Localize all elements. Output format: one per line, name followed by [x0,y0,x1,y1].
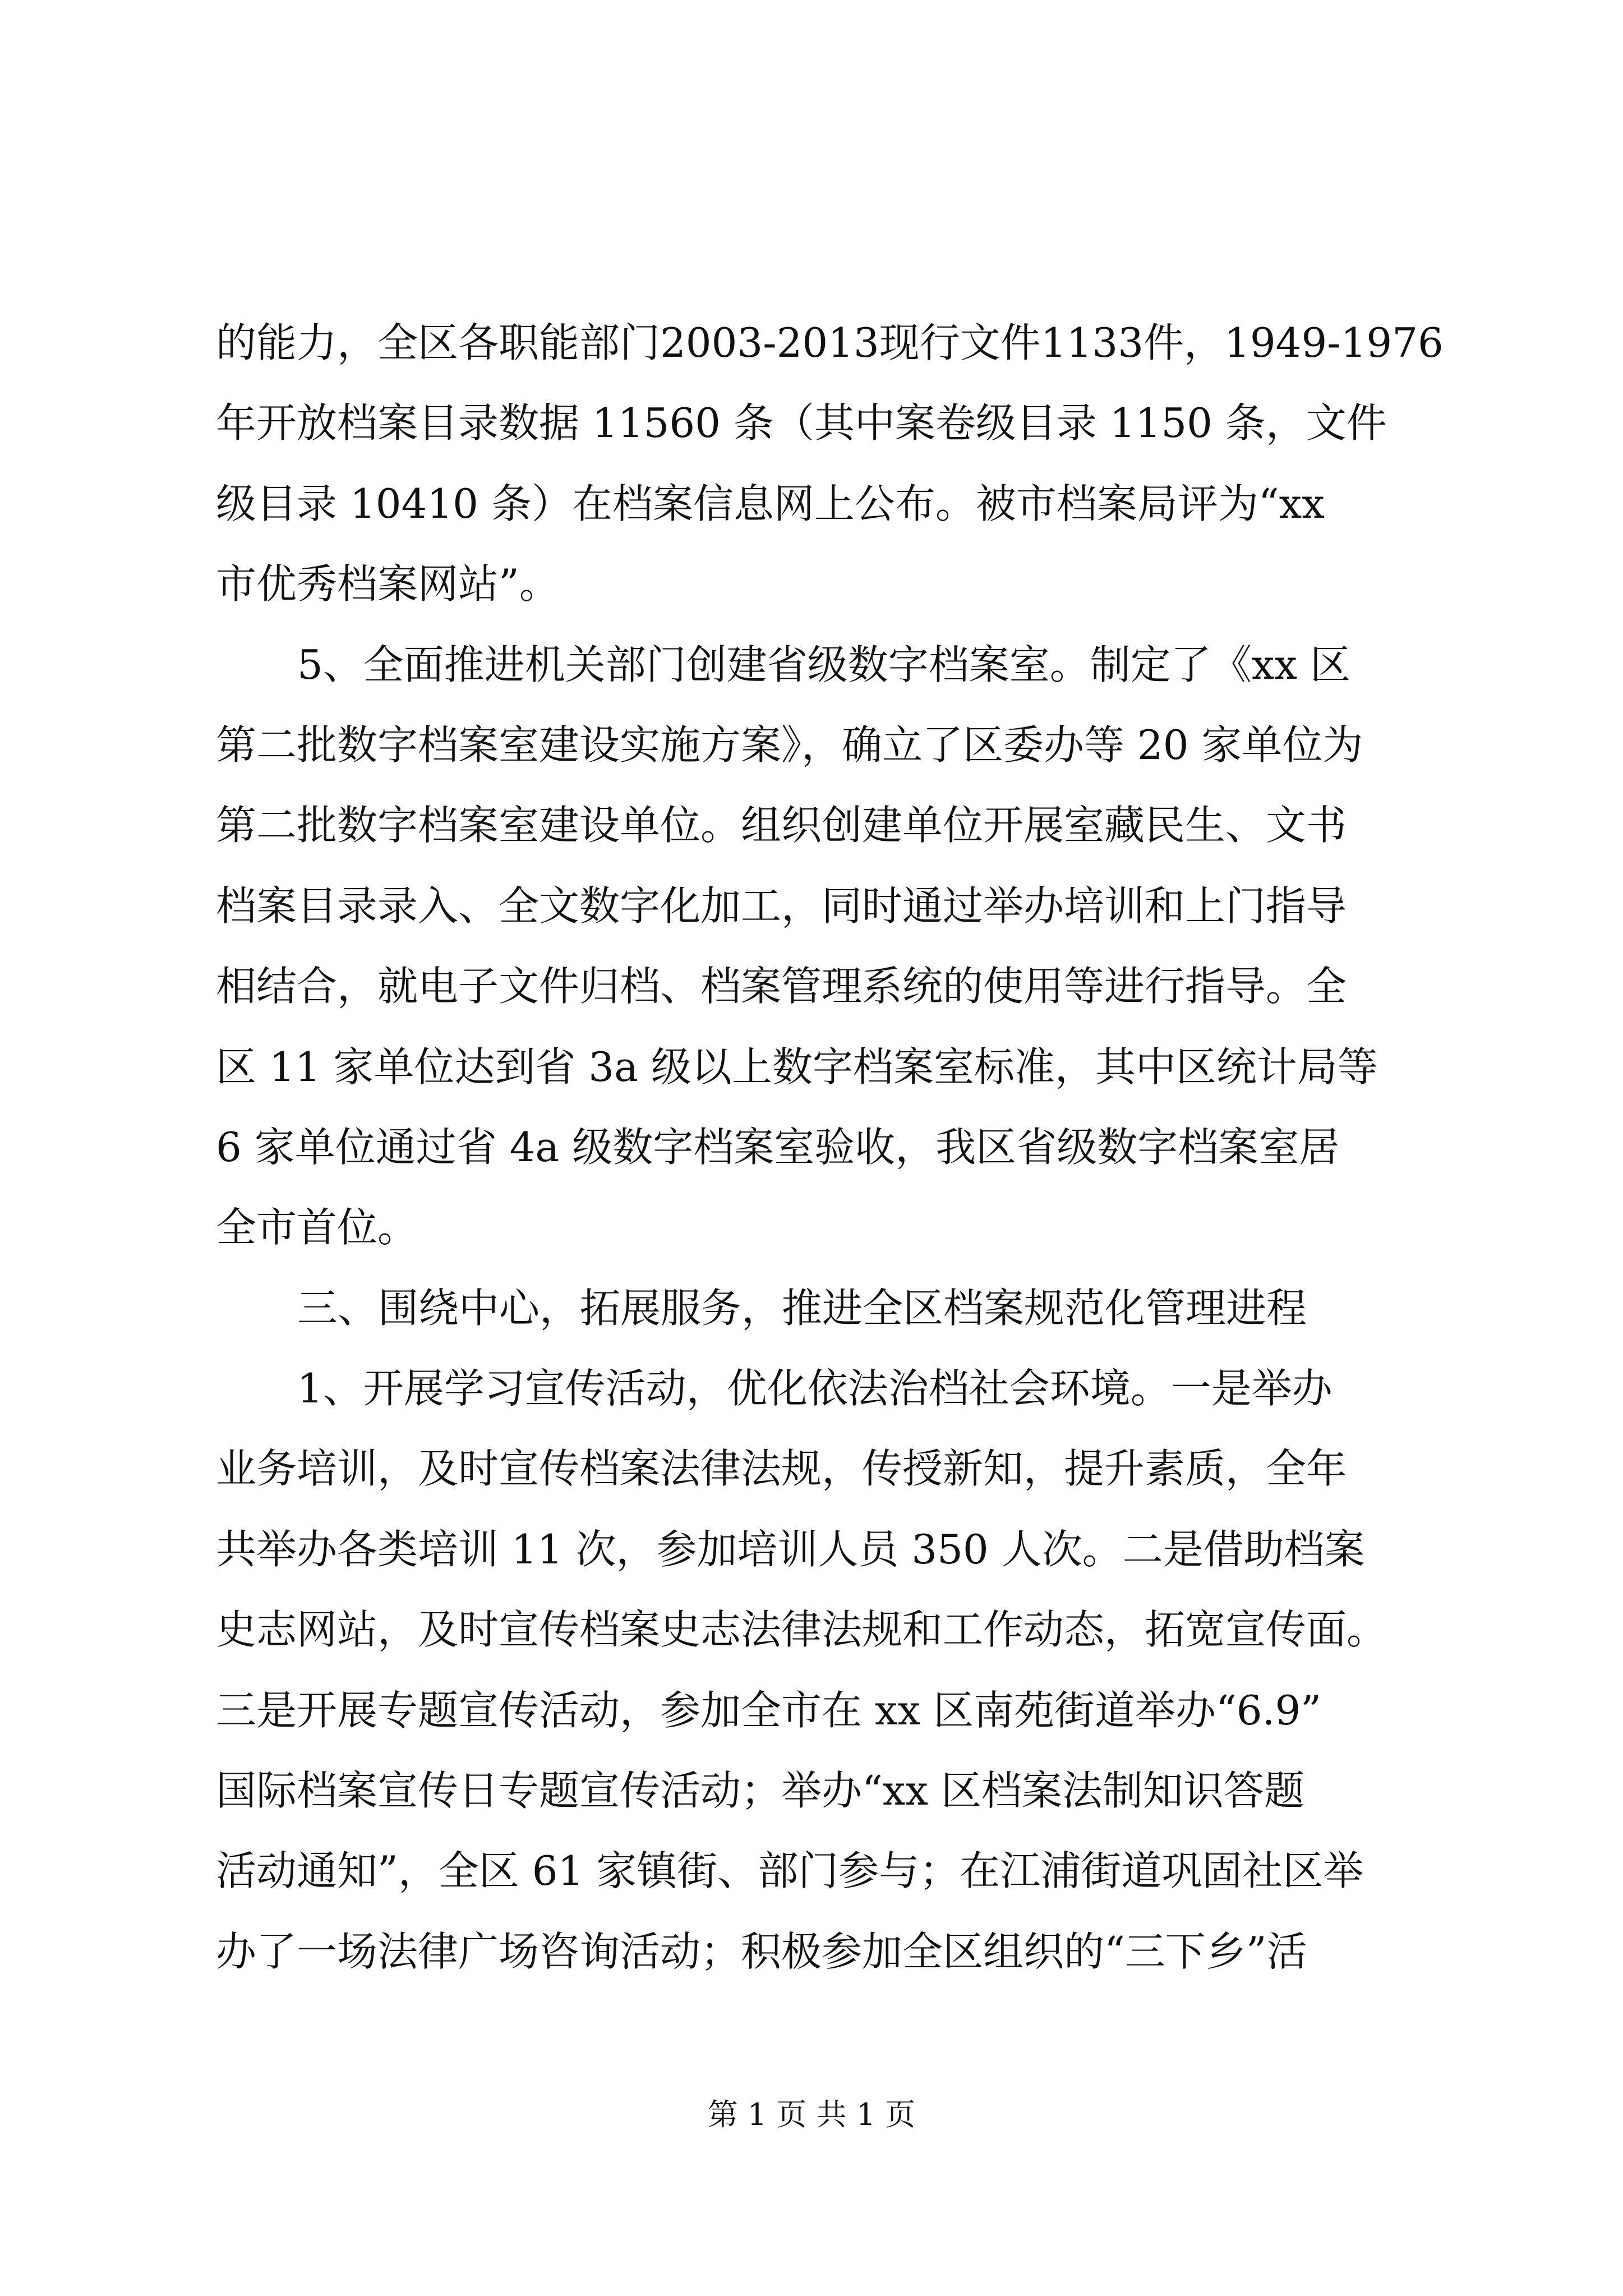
text-line: 活动通知”，全区 61 家镇街、部门参与；在江浦街道巩固社区举 [216,1847,1364,1895]
paragraph-first-line: 1、开展学习宣传活动，优化依法治档社会环境。一是举办 [297,1365,1332,1412]
text-line: 史志网站，及时宣传档案史志法律法规和工作动态，拓宽宣传面。 [216,1606,1387,1654]
text-line: 第二批数字档案室建设实施方案》，确立了区委办等 20 家单位为 [216,721,1363,769]
page-number-footer: 第 1 页 共 1 页 [707,2097,916,2132]
text-line: 第二批数字档案室建设单位。组织创建单位开展室藏民生、文书 [216,802,1347,849]
text-line: 级目录 10410 条）在档案信息网上公布。被市档案局评为“xx [216,480,1325,527]
text-line: 国际档案宣传日专题宣传活动；举办“xx 区档案法制知识答题 [216,1767,1304,1815]
text-line: 三是开展专题宣传活动，参加全市在 xx 区南苑街道举办“6.9” [216,1686,1322,1734]
text-line: 业务培训，及时宣传档案法律法规，传授新知，提升素质，全年 [216,1445,1347,1493]
text-line: 共举办各类培训 11 次，参加培训人员 350 人次。二是借助档案 [216,1525,1365,1573]
text-line: 档案目录录入、全文数字化加工，同时通过举办培训和上门指导 [216,882,1347,930]
text-line: 市优秀档案网站”。 [216,560,560,608]
text-line: 年开放档案目录数据 11560 条（其中案卷级目录 1150 条，文件 [216,399,1387,447]
text-line: 办了一场法律广场咨询活动；积极参加全区组织的“三下乡”活 [216,1927,1307,1975]
paragraph-first-line: 5、全面推进机关部门创建省级数字档案室。制定了《xx 区 [297,641,1350,688]
text-line: 区 11 家单位达到省 3a 级以上数字档案室标准，其中区统计局等 [216,1043,1378,1091]
text-line: 6 家单位通过省 4a 级数字档案室验收，我区省级数字档案室居 [216,1123,1340,1171]
text-line: 全市首位。 [216,1204,418,1251]
document-body [216,303,1444,1992]
text-line: 相结合，就电子文件归档、档案管理系统的使用等进行指导。全 [216,963,1347,1010]
section-heading: 三、围绕中心，拓展服务，推进全区档案规范化管理进程 [297,1284,1307,1332]
text-line: 的能力，全区各职能部门2003-2013现行文件1133件，1949-1976 [216,319,1444,366]
